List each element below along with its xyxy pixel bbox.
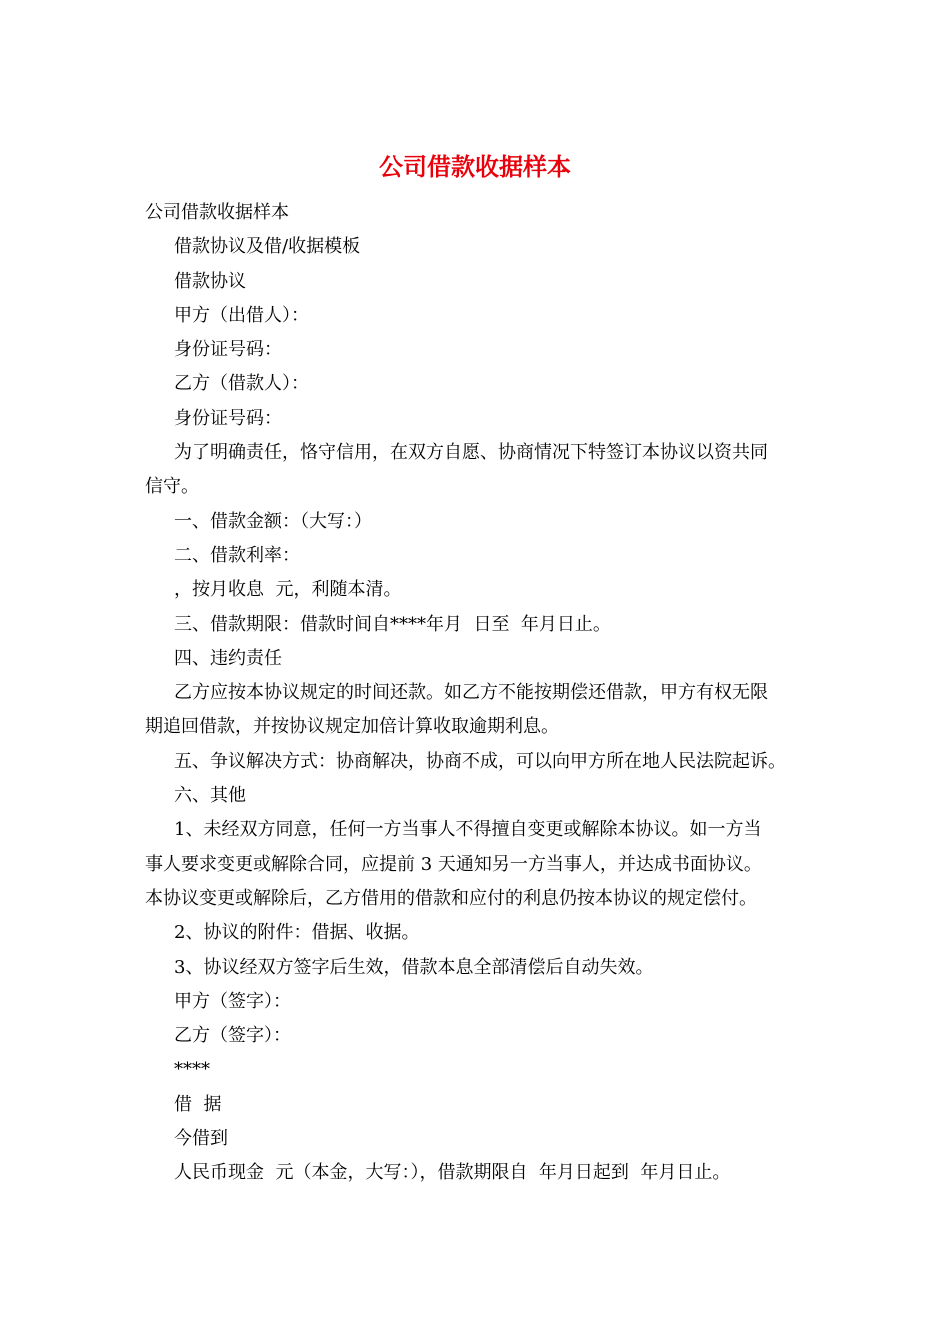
- paragraph: 借款协议: [174, 270, 246, 292]
- paragraph: 甲方（签字）：: [174, 990, 291, 1012]
- paragraph: 甲方（出借人）：: [174, 304, 309, 326]
- paragraph: 身份证号码：: [174, 339, 282, 361]
- paragraph: 五、争议解决方式：协商解决，协商不成，可以向甲方所在地人民法院起诉。: [174, 750, 786, 772]
- paragraph: 2、协议的附件：借据、收据。: [174, 922, 420, 944]
- paragraph: ****: [174, 1059, 210, 1081]
- paragraph: 信守。: [145, 476, 199, 498]
- paragraph: 乙方（借款人）：: [174, 373, 309, 395]
- paragraph: 3、协议经双方签字后生效，借款本息全部清偿后自动失效。: [174, 956, 654, 978]
- paragraph: 借 据: [174, 1093, 222, 1115]
- paragraph: 一、借款金额：（大写：）: [174, 510, 372, 532]
- paragraph: 乙方应按本协议规定的时间还款。如乙方不能按期偿还借款，甲方有权无限: [174, 682, 768, 704]
- paragraph: 三、借款期限：借款时间自****年月 日至 年月日止。: [174, 613, 611, 635]
- paragraph: 期追回借款，并按协议规定加倍计算收取逾期利息。: [145, 716, 559, 738]
- paragraph: 借款协议及借/收据模板: [174, 236, 361, 258]
- paragraph: 六、其他: [174, 785, 246, 807]
- paragraph: 为了明确责任，恪守信用，在双方自愿、协商情况下特签订本协议以资共同: [174, 442, 768, 464]
- paragraph: 二、借款利率：: [174, 544, 300, 566]
- paragraph: 公司借款收据样本: [145, 202, 289, 223]
- document-body: [145, 196, 825, 1191]
- paragraph: 1、未经双方同意，任何一方当事人不得擅自变更或解除本协议。如一方当: [174, 819, 762, 841]
- paragraph: 本协议变更或解除后，乙方借用的借款和应付的利息仍按本协议的规定偿付。: [145, 887, 757, 909]
- paragraph: 事人要求变更或解除合同，应提前 3 天通知另一方当事人，并达成书面协议。: [145, 853, 762, 875]
- paragraph: 乙方（签字）：: [174, 1025, 291, 1047]
- paragraph: 人民币现金 元（本金，大写：），借款期限自 年月日起到 年月日止。: [174, 1162, 731, 1184]
- paragraph: 今借到: [174, 1128, 228, 1150]
- paragraph: ，按月收息 元，利随本清。: [174, 579, 402, 601]
- paragraph: 四、违约责任: [174, 647, 282, 669]
- document-title: 公司借款收据样本: [379, 152, 571, 181]
- paragraph: 身份证号码：: [174, 407, 282, 429]
